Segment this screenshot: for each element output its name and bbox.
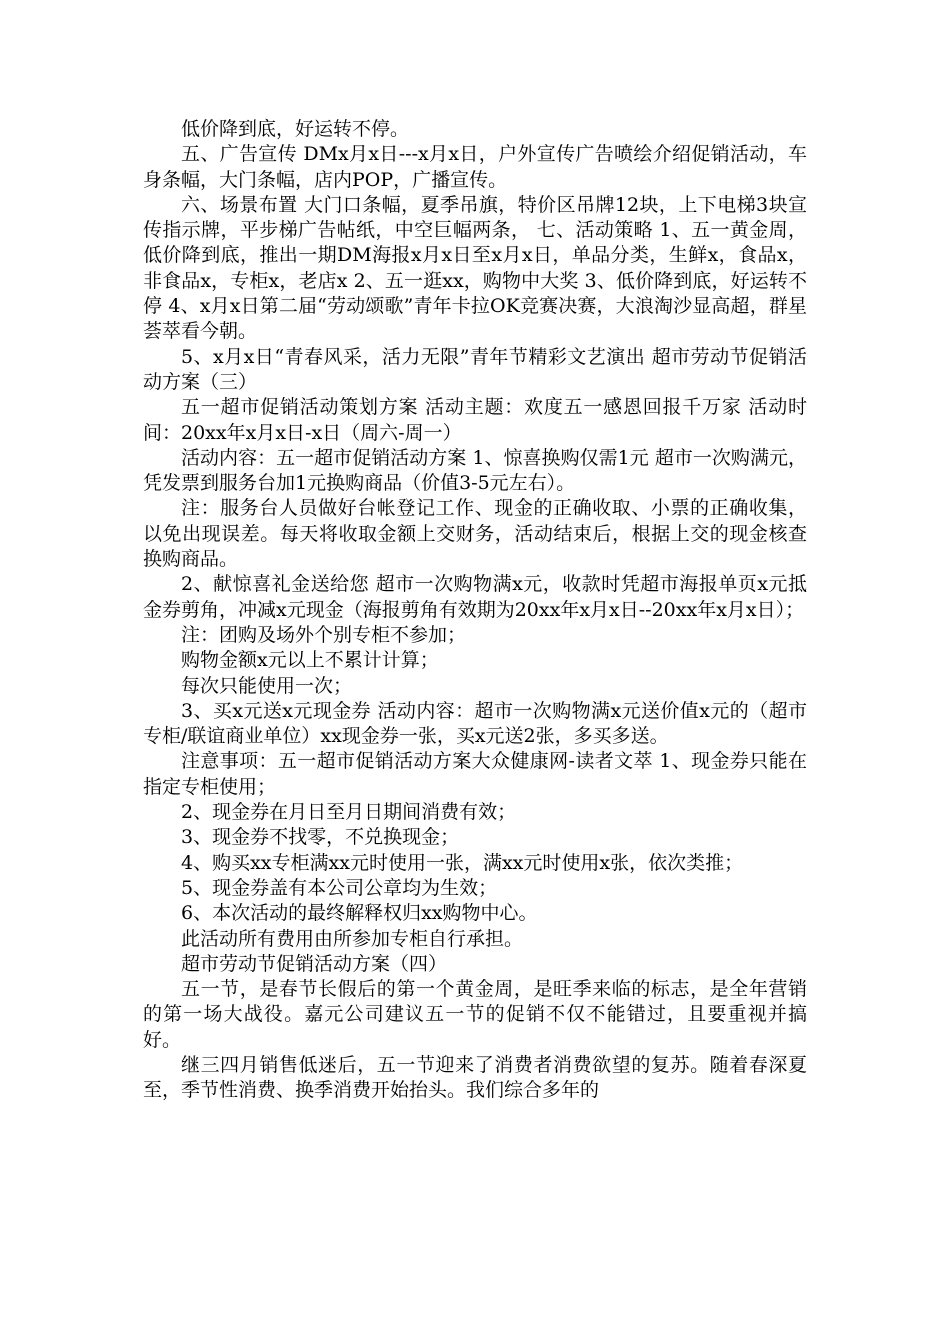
paragraph: 注：团购及场外个别专柜不参加； <box>181 623 467 646</box>
section-heading: 超市劳动节促销活动方案（四） <box>181 952 448 975</box>
paragraph: 3、买x元送x元现金券 活动内容：超市一次购物满x元送价值x元的（超市专柜/联谊商业单位）xx现金券一张，买x元送2张，多买多送。 <box>143 699 807 748</box>
paragraph: 注意事项：五一超市促销活动方案大众健康网-读者文萃 1、现金券只能在指定专柜使用； <box>143 750 807 798</box>
paragraph: 此活动所有费用由所参加专柜自行承担。 <box>181 927 524 950</box>
paragraph: 每次只能使用一次； <box>181 674 353 697</box>
paragraph: 五一节，是春节长假后的第一个黄金周，是旺季来临的标志，是全年营销的第一场大战役。嘉元公司建议五一节的促销不仅不能错过，且要重视并搞好。 <box>143 978 807 1051</box>
paragraph: 五一超市促销活动策划方案 活动主题：欢度五一感恩回报千万家 活动时间：20xx年x月x日-x日（周六-周一） <box>143 396 807 444</box>
paragraph: 五、广告宣传 DMx月x日---x月x日，户外宣传广告喷绘介绍促销活动，车身条幅，大门条幅，店内POP，广播宣传。 <box>143 143 807 191</box>
paragraph: 2、献惊喜礼金送给您 超市一次购物满x元，收款时凭超市海报单页x元抵金券剪角，冲减x元现金（海报剪角有效期为20xx年x月x日--20xx年x月x日）； <box>143 573 807 621</box>
paragraph: 5、现金券盖有本公司公章均为生效； <box>181 876 498 899</box>
paragraph: 2、现金券在月日至月日期间消费有效； <box>181 801 517 824</box>
paragraph: 6、本次活动的最终解释权归xx购物中心。 <box>181 902 538 925</box>
paragraph: 活动内容：五一超市促销活动方案 1、惊喜换购仅需1元 超市一次购满元，凭发票到服务台加1元换购商品（价值3-5元左右）。 <box>143 446 807 495</box>
paragraph: 低价降到底，好运转不停。 <box>181 118 410 140</box>
paragraph: 注：服务台人员做好台帐登记工作、现金的正确收取、小票的正确收集，以免出现误差。每天将收取金额上交财务，活动结束后，根据上交的现金核查换购商品。 <box>143 497 807 571</box>
paragraph: 购物金额x元以上不累计计算； <box>181 649 439 672</box>
paragraph: 六、场景布置 大门口条幅，夏季吊旗，特价区吊牌12块，上下电梯3块宣传指示牌，平步梯广告帖纸，中空巨幅两条， 七、活动策略 1、五一黄金周，低价降到底，推出一期DM海报x月x日至x月x日，单品分类，生鲜x，食品x，非食品x，专柜x，老店x 2、五一逛xx，购物中大奖 3、低价降到底，好运转不停 4、x月x日第二届“劳动颂歌”青年卡拉OK竞赛决赛，大浪淘沙显高超，群星荟萃看今朝。 <box>143 193 807 343</box>
paragraph: 3、现金券不找零，不兑换现金； <box>181 826 460 849</box>
paragraph: 5、x月x日“青春风采，活力无限”青年节精彩文艺演出 超市劳动节促销活动方案（三） <box>143 345 807 393</box>
paragraph: 继三四月销售低迷后，五一节迎来了消费者消费欲望的复苏。随着春深夏至，季节性消费、换季消费开始抬头。我们综合多年的 <box>143 1053 807 1102</box>
document-body <box>143 117 807 1104</box>
paragraph: 4、购买xx专柜满xx元时使用一张，满xx元时使用x张，依次类推； <box>181 851 744 874</box>
